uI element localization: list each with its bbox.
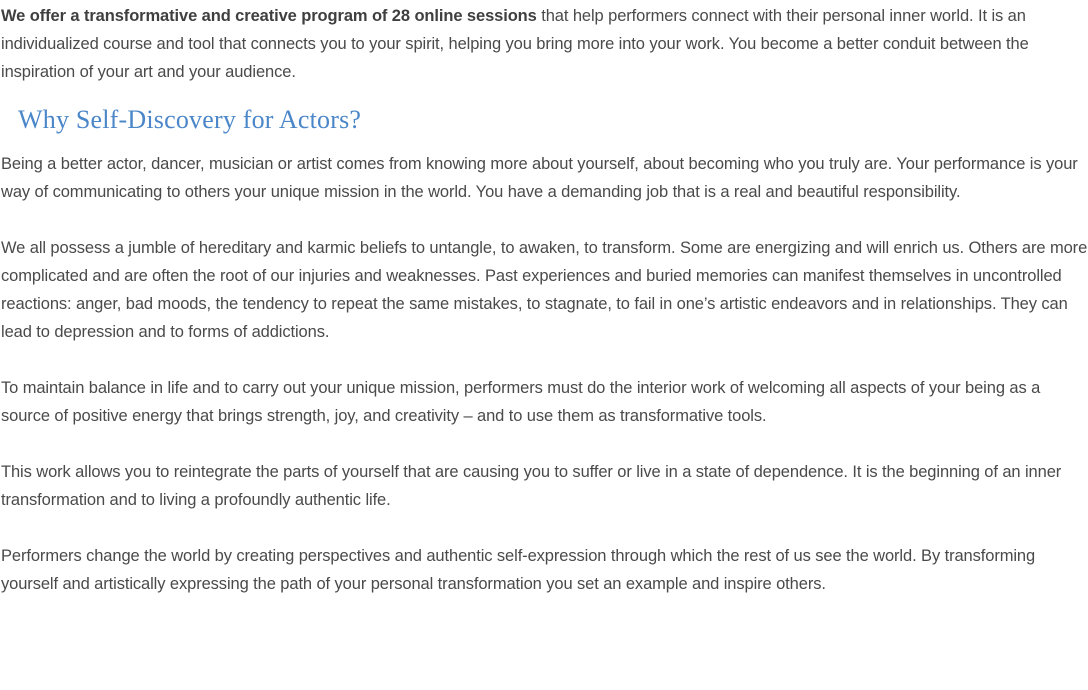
intro-text: that help performers connect with their personal inner world. It is an individualized course and tool that connects you to your spirit, helping you bring more into your work. You become a better conduit between the inspiration of your art and your audience.	[1, 7, 1029, 81]
paragraph-3: To maintain balance in life and to carry out your unique mission, performers must do the interior work of welcoming all aspects of your being as a source of positive energy that brings strength, joy, and creativity – and to use them as transformative tools.	[1, 379, 1041, 425]
paragraph-5: Performers change the world by creating perspectives and authentic self-expression through which the rest of us see the world. By transforming yourself and artistically expressing the path of your personal transformation you set an example and inspire others.	[1, 547, 1036, 593]
intro-paragraph	[1, 2, 1088, 86]
paragraph-1: Being a better actor, dancer, musician or artist comes from knowing more about yourself, about becoming who you truly are. Your performance is your way of communicating to others your unique mission in the world. You have a demanding job that is a real and beautiful responsibility.	[1, 155, 1078, 201]
paragraph-2: We all possess a jumble of hereditary and karmic beliefs to untangle, to awaken, to transform. Some are energizing and will enrich us. Others are more complicated and are often the root of our injuries and weaknesses. Past experiences and buried memories can manifest themselves in uncontrolled reactions: anger, bad moods, the tendency to repeat the same mistakes, to stagnate, to fail in one’s artistic endeavors and in relationships. They can lead to depression and to forms of addictions.	[1, 239, 1088, 341]
section-heading: Why Self-Discovery for Actors?	[18, 105, 362, 134]
intro-bold-text: We offer a transformative and creative program of 28 online sessions	[1, 7, 537, 25]
paragraph-4: This work allows you to reintegrate the parts of yourself that are causing you to suffer or live in a state of dependence. It is the beginning of an inner transformation and to living a profoundly authentic life.	[1, 463, 1062, 509]
